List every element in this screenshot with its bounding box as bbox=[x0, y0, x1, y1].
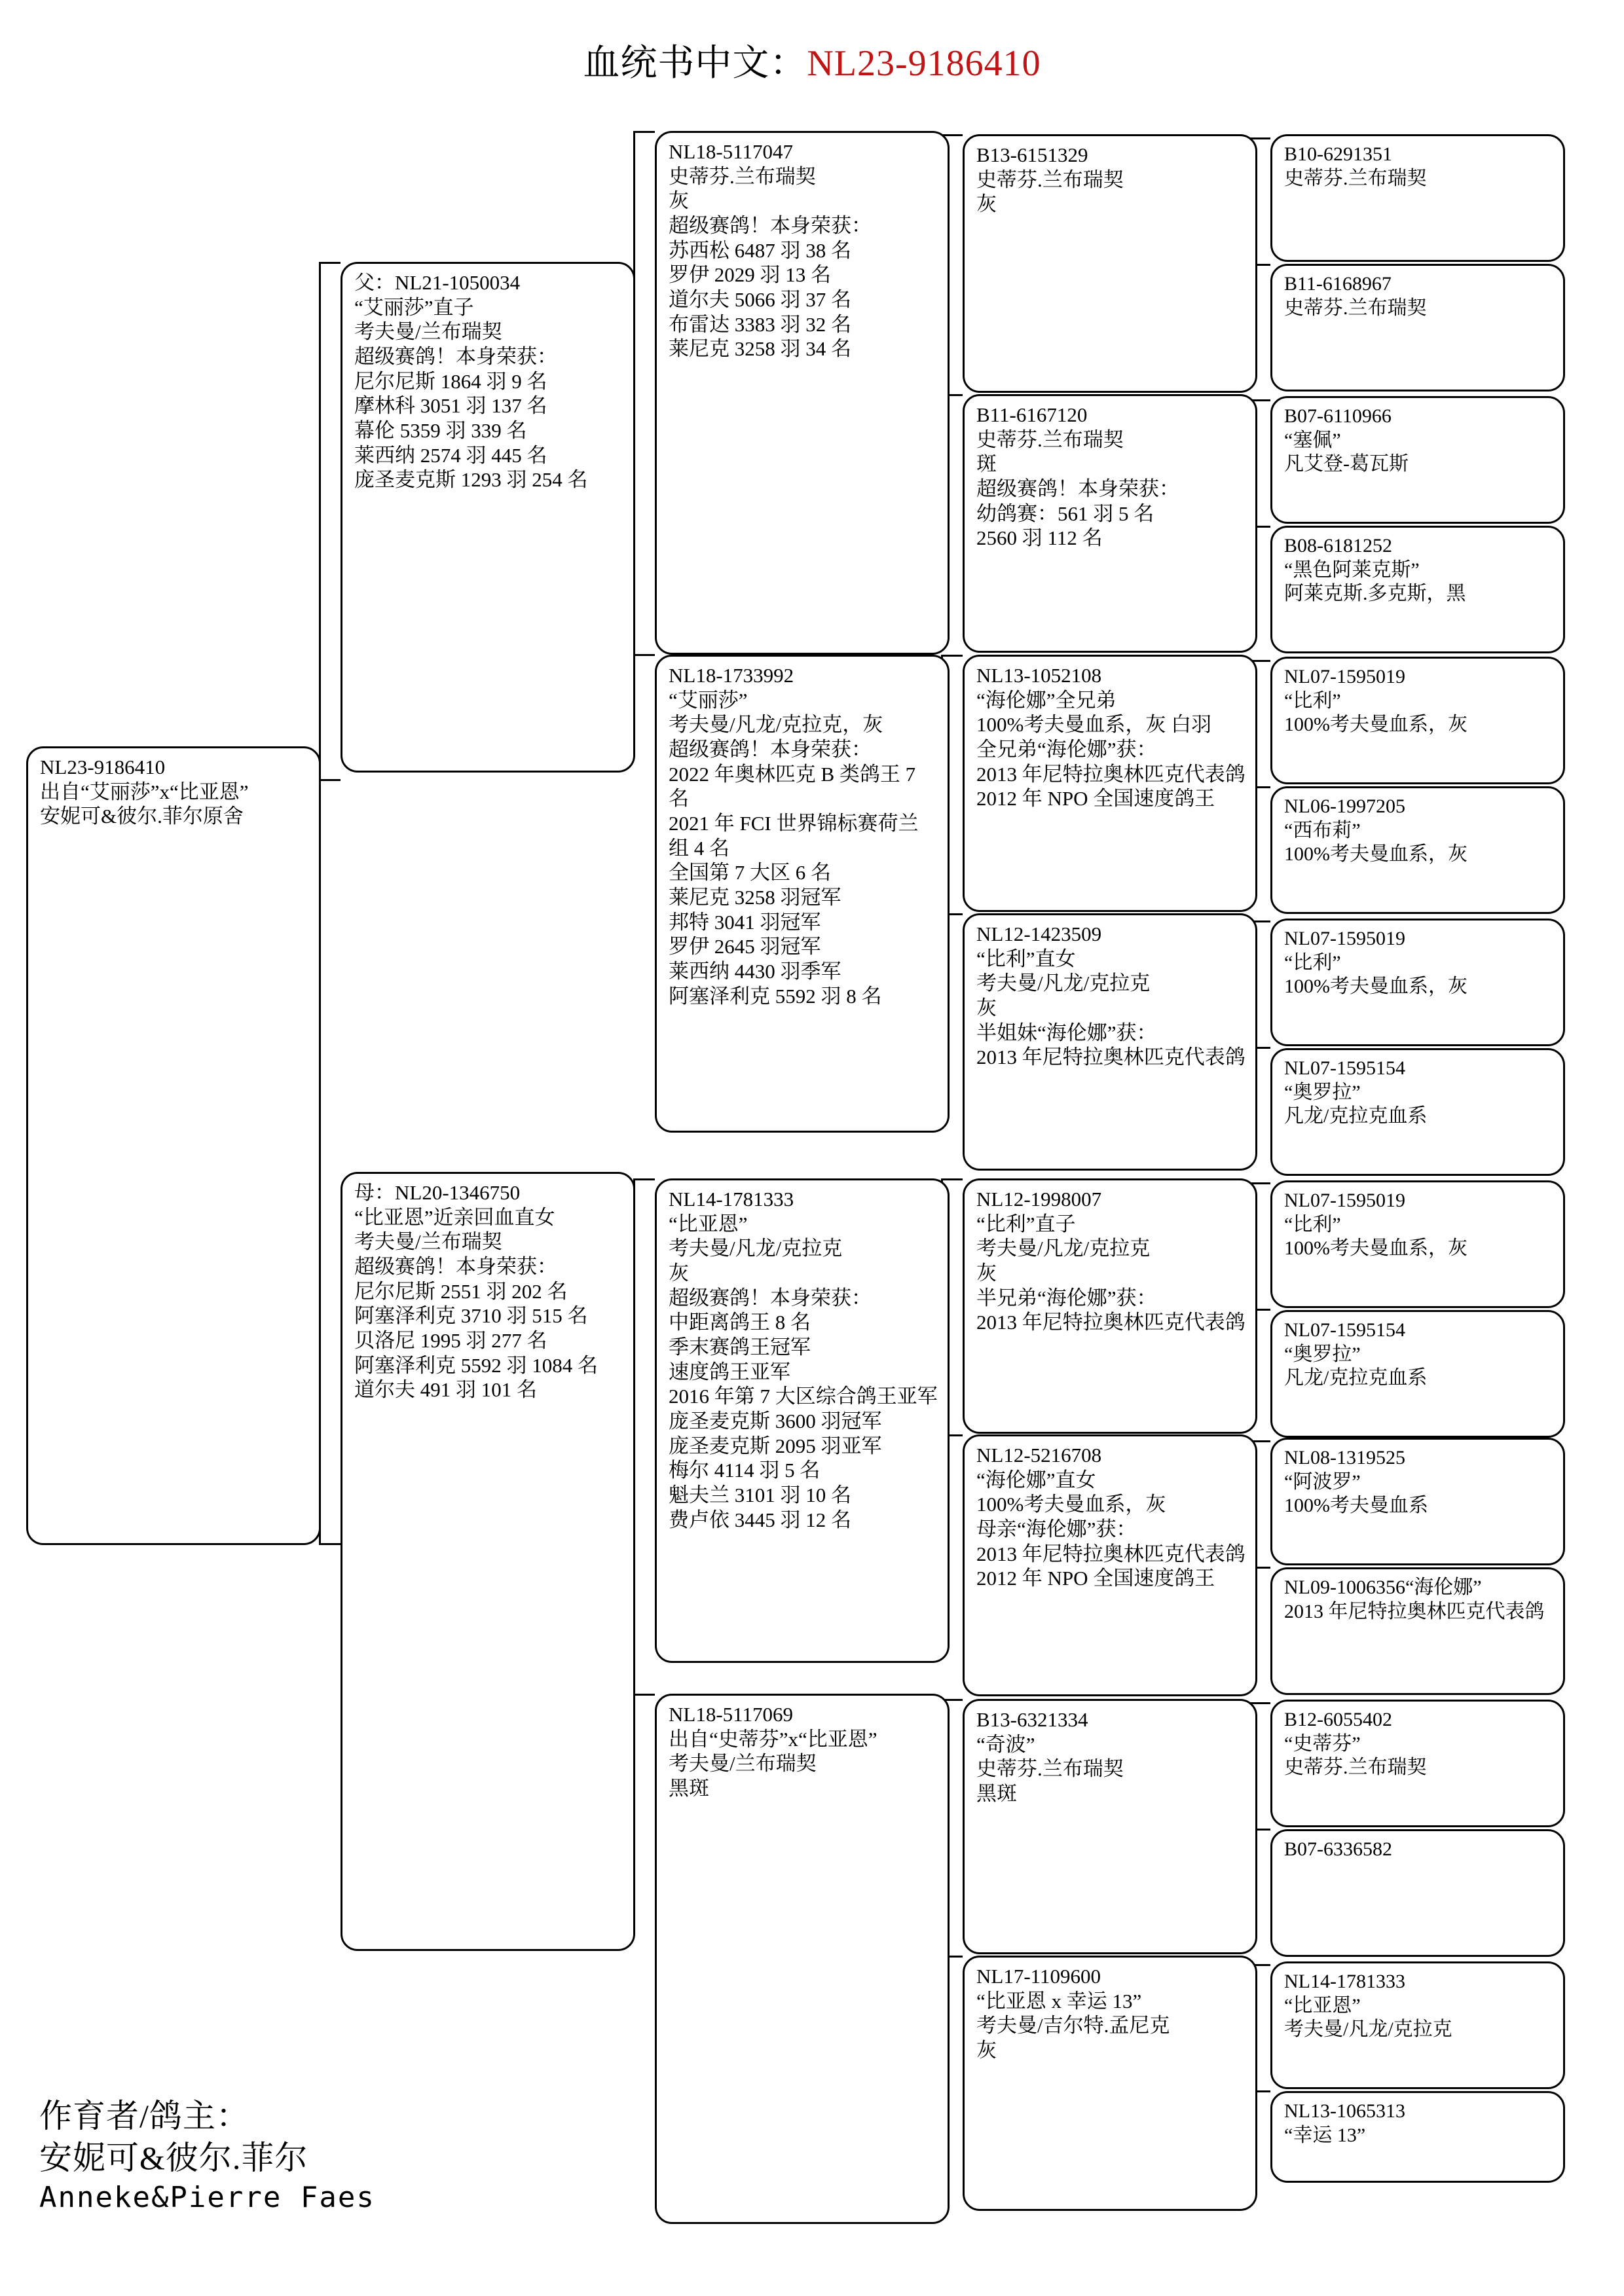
sire-box[interactable] bbox=[341, 262, 635, 773]
connector bbox=[633, 654, 655, 656]
pigeon-ring: B11-6168967 bbox=[1284, 273, 1392, 295]
gen5-box[interactable] bbox=[1270, 786, 1565, 914]
pigeon-line: 2012 年 NPO 全国速度鸽王 bbox=[976, 1567, 1215, 1590]
pigeon-line: 超级赛鸽！本身荣获： bbox=[669, 737, 872, 761]
pigeon-line: 凡龙/克拉克血系 bbox=[1284, 1105, 1428, 1127]
pigeon-line: “比利” bbox=[1284, 1213, 1341, 1235]
pigeon-line: “比利” bbox=[1284, 951, 1341, 974]
pigeon-line: 邦特 3041 羽冠军 bbox=[669, 910, 821, 934]
pigeon-ring: B10-6291351 bbox=[1284, 143, 1392, 165]
gen4-box[interactable] bbox=[963, 1178, 1257, 1434]
page-title-label: 血统书中文： bbox=[583, 43, 807, 84]
breeder-name-en: Anneke&Pierre Faes bbox=[39, 2181, 375, 2214]
pigeon-line: 超级赛鸽！本身荣获： bbox=[669, 213, 872, 237]
pigeon-line: “奇波” bbox=[976, 1732, 1035, 1756]
pigeon-line: 考夫曼/凡龙/克拉克 bbox=[669, 1237, 843, 1260]
pigeon-line: 2016 年第 7 大区综合鸽王亚军 bbox=[669, 1385, 938, 1408]
pigeon-line: 罗伊 2029 羽 13 名 bbox=[669, 263, 831, 287]
pigeon-line: “黑色阿莱克斯” bbox=[1284, 558, 1420, 581]
pigeon-line: “阿波罗” bbox=[1284, 1470, 1361, 1493]
gen3-box[interactable] bbox=[655, 131, 950, 655]
sire-ring: 父：NL21-1050034 bbox=[354, 271, 521, 294]
pigeon-line: 灰 bbox=[669, 1261, 689, 1285]
pigeon-line: 灰 bbox=[669, 189, 689, 213]
pigeon-ring: NL14-1781333 bbox=[669, 1188, 794, 1211]
pigeon-line: 黑斑 bbox=[976, 1781, 1017, 1805]
pigeon-line: “史蒂芬” bbox=[1284, 1732, 1361, 1755]
subject-loft: 安妮可&彼尔.菲尔原舍 bbox=[40, 805, 244, 828]
breeder-name-cn: 安妮可&彼尔.菲尔 bbox=[39, 2140, 308, 2176]
pigeon-line: 魁夫兰 3101 羽 10 名 bbox=[669, 1483, 851, 1506]
pigeon-line: 史蒂芬.兰布瑞契 bbox=[1284, 297, 1427, 319]
gen5-box[interactable] bbox=[1270, 1567, 1565, 1695]
dam-honor: 阿塞泽利克 5592 羽 1084 名 bbox=[354, 1353, 598, 1377]
pigeon-line: 2560 羽 112 名 bbox=[976, 526, 1103, 550]
subject-ring: NL23-9186410 bbox=[40, 756, 166, 778]
gen3-box[interactable] bbox=[655, 1694, 950, 2224]
pigeon-line: 灰 bbox=[976, 2038, 997, 2062]
pigeon-line: 速度鸽王亚军 bbox=[669, 1360, 790, 1383]
pigeon-line: 考夫曼/吉尔特.孟尼克 bbox=[976, 2014, 1170, 2037]
pigeon-ring: NL12-5216708 bbox=[976, 1444, 1102, 1467]
pigeon-line: 阿莱克斯.多克斯，黑 bbox=[1284, 583, 1466, 605]
pigeon-line: 出自“史蒂芬”x“比亚恩” bbox=[669, 1727, 877, 1751]
pigeon-ring: B12-6055402 bbox=[1284, 1709, 1392, 1730]
pigeon-line: 费卢依 3445 羽 12 名 bbox=[669, 1508, 851, 1531]
pigeon-line: “比利”直女 bbox=[976, 947, 1076, 970]
pigeon-line: 考夫曼/兰布瑞契 bbox=[669, 1752, 817, 1776]
connector bbox=[633, 1694, 655, 1696]
pigeon-ring: NL18-5117047 bbox=[669, 140, 793, 163]
pigeon-line: 2021 年 FCI 世界锦标赛荷兰组 4 名 bbox=[669, 811, 919, 860]
gen5-box[interactable] bbox=[1270, 919, 1565, 1046]
pigeon-line: 2013 年尼特拉奥林匹克代表鸽 bbox=[976, 762, 1246, 786]
sire-honor: 庞圣麦克斯 1293 羽 254 名 bbox=[354, 468, 588, 492]
gen4-box[interactable] bbox=[963, 1434, 1257, 1696]
pigeon-line: 全国第 7 大区 6 名 bbox=[669, 861, 831, 884]
pigeon-line: 2013 年尼特拉奥林匹克代表鸽 bbox=[976, 1046, 1246, 1069]
pigeon-line: 全兄弟“海伦娜”获： bbox=[976, 737, 1157, 761]
pigeon-ring: NL14-1781333 bbox=[1284, 1971, 1405, 1992]
pigeon-line: 2022 年奥林匹克 B 类鸽王 7 名 bbox=[669, 762, 921, 811]
pigeon-line: 母亲“海伦娜”获： bbox=[976, 1517, 1137, 1540]
pigeon-ring: NL07-1595019 bbox=[1284, 666, 1405, 687]
pigeon-ring: B11-6167120 bbox=[976, 403, 1088, 426]
gen5-box[interactable] bbox=[1270, 657, 1565, 784]
connector bbox=[319, 1543, 341, 1545]
pigeon-line: 史蒂芬.兰布瑞契 bbox=[976, 168, 1124, 191]
pigeon-line: 季末赛鸽王冠军 bbox=[669, 1335, 811, 1358]
pigeon-ring: B13-6321334 bbox=[976, 1708, 1088, 1731]
pigeon-line: 100%考夫曼血系，灰 bbox=[976, 1493, 1166, 1516]
pigeon-line: 100%考夫曼血系，灰 bbox=[1284, 975, 1467, 998]
dam-name: “比亚恩”近亲回血直女 bbox=[354, 1205, 555, 1229]
pigeon-line: 梅尔 4114 羽 5 名 bbox=[669, 1459, 821, 1482]
subject-box[interactable] bbox=[26, 746, 321, 1545]
dam-box[interactable] bbox=[341, 1172, 635, 1951]
pigeon-line: 凡龙/克拉克血系 bbox=[1284, 1367, 1428, 1389]
pigeon-line: 灰 bbox=[976, 192, 997, 216]
pigeon-line: “西布莉” bbox=[1284, 819, 1361, 841]
pigeon-line: 2012 年 NPO 全国速度鸽王 bbox=[976, 787, 1215, 811]
pigeon-line: 布雷达 3383 羽 32 名 bbox=[669, 312, 851, 336]
pigeon-line: 2013 年尼特拉奥林匹克代表鸽 bbox=[976, 1542, 1246, 1565]
pigeon-ring: NL13-1065313 bbox=[1284, 2100, 1405, 2122]
pigeon-ring: NL08-1319525 bbox=[1284, 1447, 1405, 1468]
connector bbox=[319, 779, 341, 781]
pigeon-line: “奥罗拉” bbox=[1284, 1081, 1361, 1103]
gen4-box[interactable] bbox=[963, 913, 1257, 1171]
pigeon-ring: NL13-1052108 bbox=[976, 664, 1102, 687]
pigeon-ring: NL18-5117069 bbox=[669, 1703, 793, 1726]
sire-honor: 幕伦 5359 羽 339 名 bbox=[354, 418, 527, 442]
pigeon-line: 史蒂芬.兰布瑞契 bbox=[1284, 167, 1427, 189]
sire-honor: 莱西纳 2574 羽 445 名 bbox=[354, 443, 547, 467]
subject-parents: 出自“艾丽莎”x“比亚恩” bbox=[40, 780, 249, 803]
dam-honor: 道尔夫 491 羽 101 名 bbox=[354, 1378, 537, 1402]
pigeon-ring: NL12-1423509 bbox=[976, 922, 1102, 945]
sire-honor: 尼尔尼斯 1864 羽 9 名 bbox=[354, 369, 547, 393]
pigeon-line: 100%考夫曼血系，灰 白羽 bbox=[976, 713, 1212, 737]
pigeon-line: 史蒂芬.兰布瑞契 bbox=[976, 1757, 1124, 1781]
pigeon-line: 史蒂芬.兰布瑞契 bbox=[976, 428, 1124, 451]
gen5-box[interactable] bbox=[1270, 1180, 1565, 1308]
pigeon-line: “比亚恩 x 幸运 13” bbox=[976, 1989, 1142, 2013]
dam-honor: 尼尔尼斯 2551 羽 202 名 bbox=[354, 1279, 568, 1303]
connector bbox=[941, 1178, 963, 1180]
connector bbox=[633, 131, 655, 133]
pigeon-line: 庞圣麦克斯 3600 羽冠军 bbox=[669, 1409, 882, 1432]
pigeon-line: “海伦娜”全兄弟 bbox=[976, 688, 1116, 712]
gen4-box[interactable] bbox=[963, 1699, 1257, 1954]
gen5-box[interactable] bbox=[1270, 1829, 1565, 1957]
dam-honor: 贝洛尼 1995 羽 277 名 bbox=[354, 1328, 547, 1352]
pigeon-line: “比利”直子 bbox=[976, 1212, 1076, 1235]
pigeon-ring: NL07-1595154 bbox=[1284, 1057, 1405, 1079]
sire-honor: 摩林科 3051 羽 137 名 bbox=[354, 394, 547, 418]
pigeon-ring: NL07-1595019 bbox=[1284, 1190, 1405, 1211]
pigeon-line: 超级赛鸽！本身荣获： bbox=[669, 1286, 872, 1309]
pigeon-line: 苏西松 6487 羽 38 名 bbox=[669, 238, 851, 262]
gen5-box[interactable] bbox=[1270, 1700, 1565, 1827]
connector bbox=[319, 262, 341, 264]
pigeon-line: “比亚恩” bbox=[669, 1212, 748, 1235]
pigeon-line: “奥罗拉” bbox=[1284, 1343, 1361, 1365]
pigeon-line: 黑斑 bbox=[669, 1776, 709, 1800]
pigeon-ring: NL09-1006356“海伦娜” bbox=[1284, 1576, 1482, 1598]
sire-honors-head: 超级赛鸽！本身荣获： bbox=[354, 344, 557, 368]
gen5-box[interactable] bbox=[1270, 1438, 1565, 1565]
pigeon-line: 灰 bbox=[976, 1261, 997, 1285]
pigeon-ring: NL18-1733992 bbox=[669, 664, 794, 687]
breeder-label: 作育者/鸽主： bbox=[39, 2098, 249, 2134]
pigeon-line: 半姐妹“海伦娜”获： bbox=[976, 1021, 1157, 1044]
dam-honors-head: 超级赛鸽！本身荣获： bbox=[354, 1254, 557, 1278]
pigeon-line: “海伦娜”直女 bbox=[976, 1468, 1096, 1491]
pigeon-line: 灰 bbox=[976, 996, 997, 1019]
pigeon-line: 史蒂芬.兰布瑞契 bbox=[669, 164, 816, 188]
pigeon-line: 道尔夫 5066 羽 37 名 bbox=[669, 287, 851, 311]
gen3-box[interactable] bbox=[655, 655, 950, 1133]
gen5-box[interactable] bbox=[1270, 1961, 1565, 2089]
pigeon-line: 半兄弟“海伦娜”获： bbox=[976, 1286, 1157, 1309]
gen4-box[interactable] bbox=[963, 655, 1257, 912]
pigeon-ring: NL07-1595019 bbox=[1284, 928, 1405, 949]
pigeon-line: 莱尼克 3258 羽 34 名 bbox=[669, 337, 851, 361]
pigeon-line: 2013 年尼特拉奥林匹克代表鸽 bbox=[1284, 1600, 1545, 1622]
pigeon-ring: B08-6181252 bbox=[1284, 535, 1392, 556]
pigeon-line: 中距离鸽王 8 名 bbox=[669, 1311, 811, 1334]
pigeon-line: “比利” bbox=[1284, 689, 1341, 712]
gen3-box[interactable] bbox=[655, 1178, 950, 1663]
dam-ring: 母：NL20-1346750 bbox=[354, 1181, 521, 1204]
pigeon-line: 凡艾登-葛瓦斯 bbox=[1284, 453, 1409, 475]
pigeon-line: 阿塞泽利克 5592 羽 8 名 bbox=[669, 984, 882, 1008]
gen4-box[interactable] bbox=[963, 134, 1257, 393]
pigeon-line: “艾丽莎” bbox=[669, 688, 748, 712]
breeder-footer bbox=[39, 2095, 375, 2216]
pigeon-line: 考夫曼/凡龙/克拉克 bbox=[1284, 2018, 1452, 2041]
pigeon-ring: NL07-1595154 bbox=[1284, 1319, 1405, 1341]
pigeon-line: 考夫曼/凡龙/克拉克，灰 bbox=[669, 713, 883, 737]
gen5-box[interactable] bbox=[1270, 2091, 1565, 2183]
pigeon-line: 100%考夫曼血系，灰 bbox=[1284, 843, 1467, 866]
page-title bbox=[0, 34, 1624, 86]
dam-honor: 阿塞泽利克 3710 羽 515 名 bbox=[354, 1304, 588, 1328]
sire-name: “艾丽莎”直子 bbox=[354, 295, 474, 319]
pigeon-line: 罗伊 2645 羽冠军 bbox=[669, 935, 821, 958]
connector bbox=[633, 1178, 655, 1180]
pigeon-line: 莱西纳 4430 羽季军 bbox=[669, 959, 841, 983]
pigeon-ring: B07-6336582 bbox=[1284, 1838, 1392, 1860]
pigeon-line: 考夫曼/凡龙/克拉克 bbox=[976, 1237, 1151, 1260]
gen5-box[interactable] bbox=[1270, 1310, 1565, 1438]
gen4-box[interactable] bbox=[963, 1956, 1257, 2211]
sire-strain: 考夫曼/兰布瑞契 bbox=[354, 320, 502, 344]
page-title-ring: NL23-9186410 bbox=[807, 43, 1041, 84]
pigeon-line: 考夫曼/凡龙/克拉克 bbox=[976, 972, 1151, 995]
dam-strain: 考夫曼/兰布瑞契 bbox=[354, 1230, 502, 1254]
pigeon-line: “比亚恩” bbox=[1284, 1994, 1361, 2016]
pigeon-line: 2013 年尼特拉奥林匹克代表鸽 bbox=[976, 1311, 1246, 1334]
connector bbox=[941, 655, 963, 657]
pigeon-line: “幸运 13” bbox=[1284, 2124, 1366, 2146]
pigeon-ring: B07-6110966 bbox=[1284, 405, 1392, 427]
gen5-box[interactable] bbox=[1270, 526, 1565, 653]
pigeon-line: 斑 bbox=[976, 452, 997, 476]
gen5-box[interactable] bbox=[1270, 264, 1565, 392]
pigeon-ring: NL06-1997205 bbox=[1284, 795, 1405, 817]
gen5-box[interactable] bbox=[1270, 134, 1565, 262]
pigeon-line: 超级赛鸽！本身荣获： bbox=[976, 477, 1179, 500]
pigeon-line: 莱尼克 3258 羽冠军 bbox=[669, 885, 841, 909]
pigeon-line: 史蒂芬.兰布瑞契 bbox=[1284, 1757, 1427, 1779]
pigeon-ring: B13-6151329 bbox=[976, 143, 1088, 166]
gen5-box[interactable] bbox=[1270, 396, 1565, 524]
pigeon-ring: NL12-1998007 bbox=[976, 1188, 1102, 1211]
gen5-box[interactable] bbox=[1270, 1048, 1565, 1176]
gen4-box[interactable] bbox=[963, 394, 1257, 653]
pigeon-line: 100%考夫曼血系，灰 bbox=[1284, 714, 1467, 736]
pigeon-line: “塞佩” bbox=[1284, 429, 1341, 451]
pigeon-line: 100%考夫曼血系，灰 bbox=[1284, 1237, 1467, 1260]
pigeon-line: 100%考夫曼血系 bbox=[1284, 1495, 1428, 1517]
pigeon-line: 幼鸽赛：561 羽 5 名 bbox=[976, 501, 1154, 525]
pigeon-ring: NL17-1109600 bbox=[976, 1965, 1101, 1988]
pigeon-line: 庞圣麦克斯 2095 羽亚军 bbox=[669, 1434, 882, 1457]
